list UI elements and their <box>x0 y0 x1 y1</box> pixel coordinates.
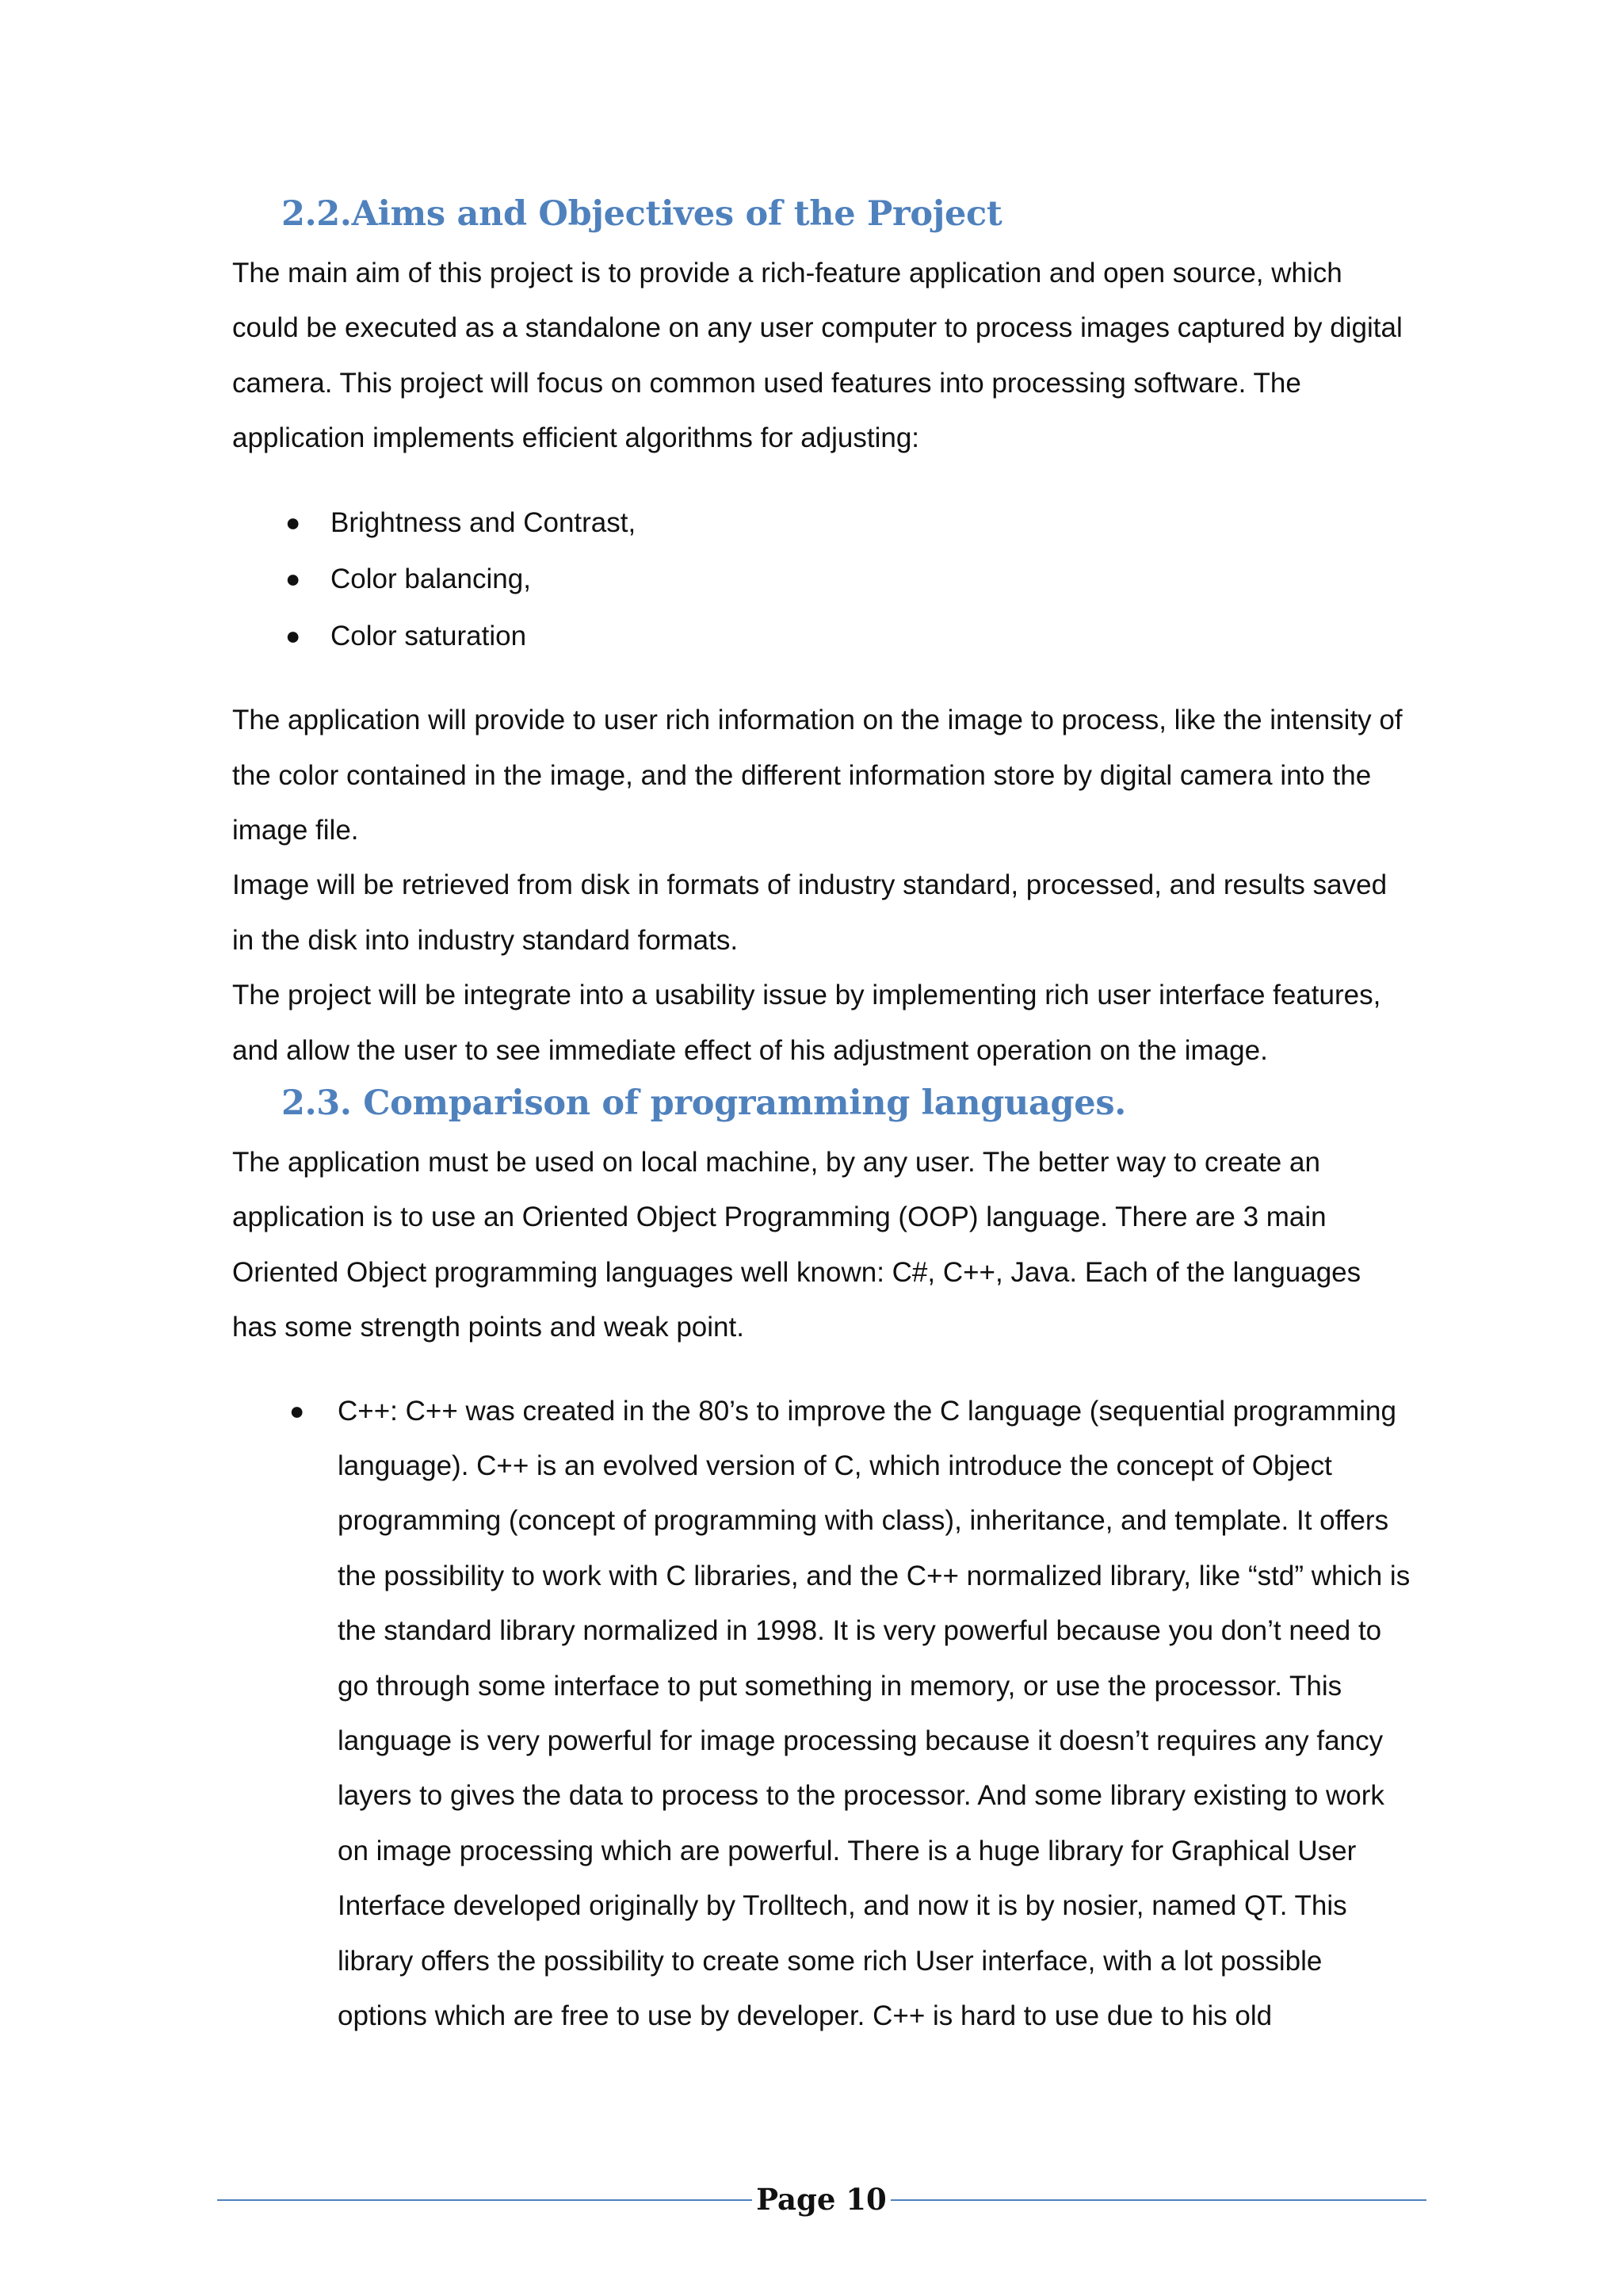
bullet-icon: ● <box>285 621 301 650</box>
list-item-text: Color balancing, <box>330 563 531 595</box>
page-content <box>232 189 1413 2043</box>
list-item-text: C++: C++ was created in the 80’s to improve the C language (sequential programming language). C++ is an evolved version of C, which introduce the concept of Object programming (concept of programming with class), inheritance, and template. It offers the possibility to work with C libraries, and the C++ normalized library, like “std” which is the standard library normalized in 1998. It is very powerful because you don’t need to go through some interface to put something in memory, or use the processor. This language is very powerful for image processing because it doesn’t requires any fancy layers to gives the data to process to the processor. And some library existing to work on image processing which are powerful. There is a huge library for Graphical User Interface developed originally by Trolltech, and now it is by nosier, named QT. This library offers the possibility to create some rich User interface, with a lot possible options which are free to use by developer. C++ is hard to use due to his old <box>338 1395 1411 2032</box>
features-bullet-list <box>232 495 1413 665</box>
page-number: Page 10 <box>756 2182 887 2217</box>
list-item <box>232 551 1413 608</box>
section-heading-aims: 2.2.Aims and Objectives of the Project <box>281 194 1002 234</box>
aims-paragraph-intro: The main aim of this project is to provide a rich-feature application and open source, which could be executed as a standalone on any user computer to process images captured by digital camera. This project will focus on common used features into processing software. The application implements efficient algorithms for adjusting: <box>232 258 1403 454</box>
aims-paragraph-usability: The project will be integrate into a usability issue by implementing rich user interface features, and allow the user to see immediate effect of his adjustment operation on the image. <box>232 980 1381 1066</box>
page-footer <box>217 2176 1426 2220</box>
list-item-text: Brightness and Contrast, <box>330 506 636 538</box>
comparison-paragraph-intro: The application must be used on local machine, by any user. The better way to create an application is to use an Oriented Object Programming (OOP) language. There are 3 main Oriented Object programming languages well known: C#, C++, Java. Each of the languages has some strength points and weak point. <box>232 1146 1361 1343</box>
list-item-text: Color saturation <box>330 620 527 651</box>
aims-paragraph-information: The application will provide to user rich information on the image to process, like the intensity of the color contained in the image, and the different information store by digital camera into the image file. <box>232 705 1403 846</box>
list-item <box>232 495 1413 552</box>
list-item <box>232 1384 1413 2044</box>
list-item <box>232 608 1413 665</box>
languages-bullet-list <box>232 1384 1413 2044</box>
section-heading-comparison: 2.3. Comparison of programming languages. <box>281 1083 1126 1123</box>
bullet-icon: ● <box>289 1396 305 1425</box>
footer-divider-left <box>217 2199 752 2201</box>
bullet-icon: ● <box>285 564 301 594</box>
footer-divider-right <box>891 2199 1426 2201</box>
aims-paragraph-formats: Image will be retrieved from disk in formats of industry standard, processed, and results saved in the disk into industry standard formats. <box>232 869 1388 956</box>
bullet-icon: ● <box>285 507 301 537</box>
